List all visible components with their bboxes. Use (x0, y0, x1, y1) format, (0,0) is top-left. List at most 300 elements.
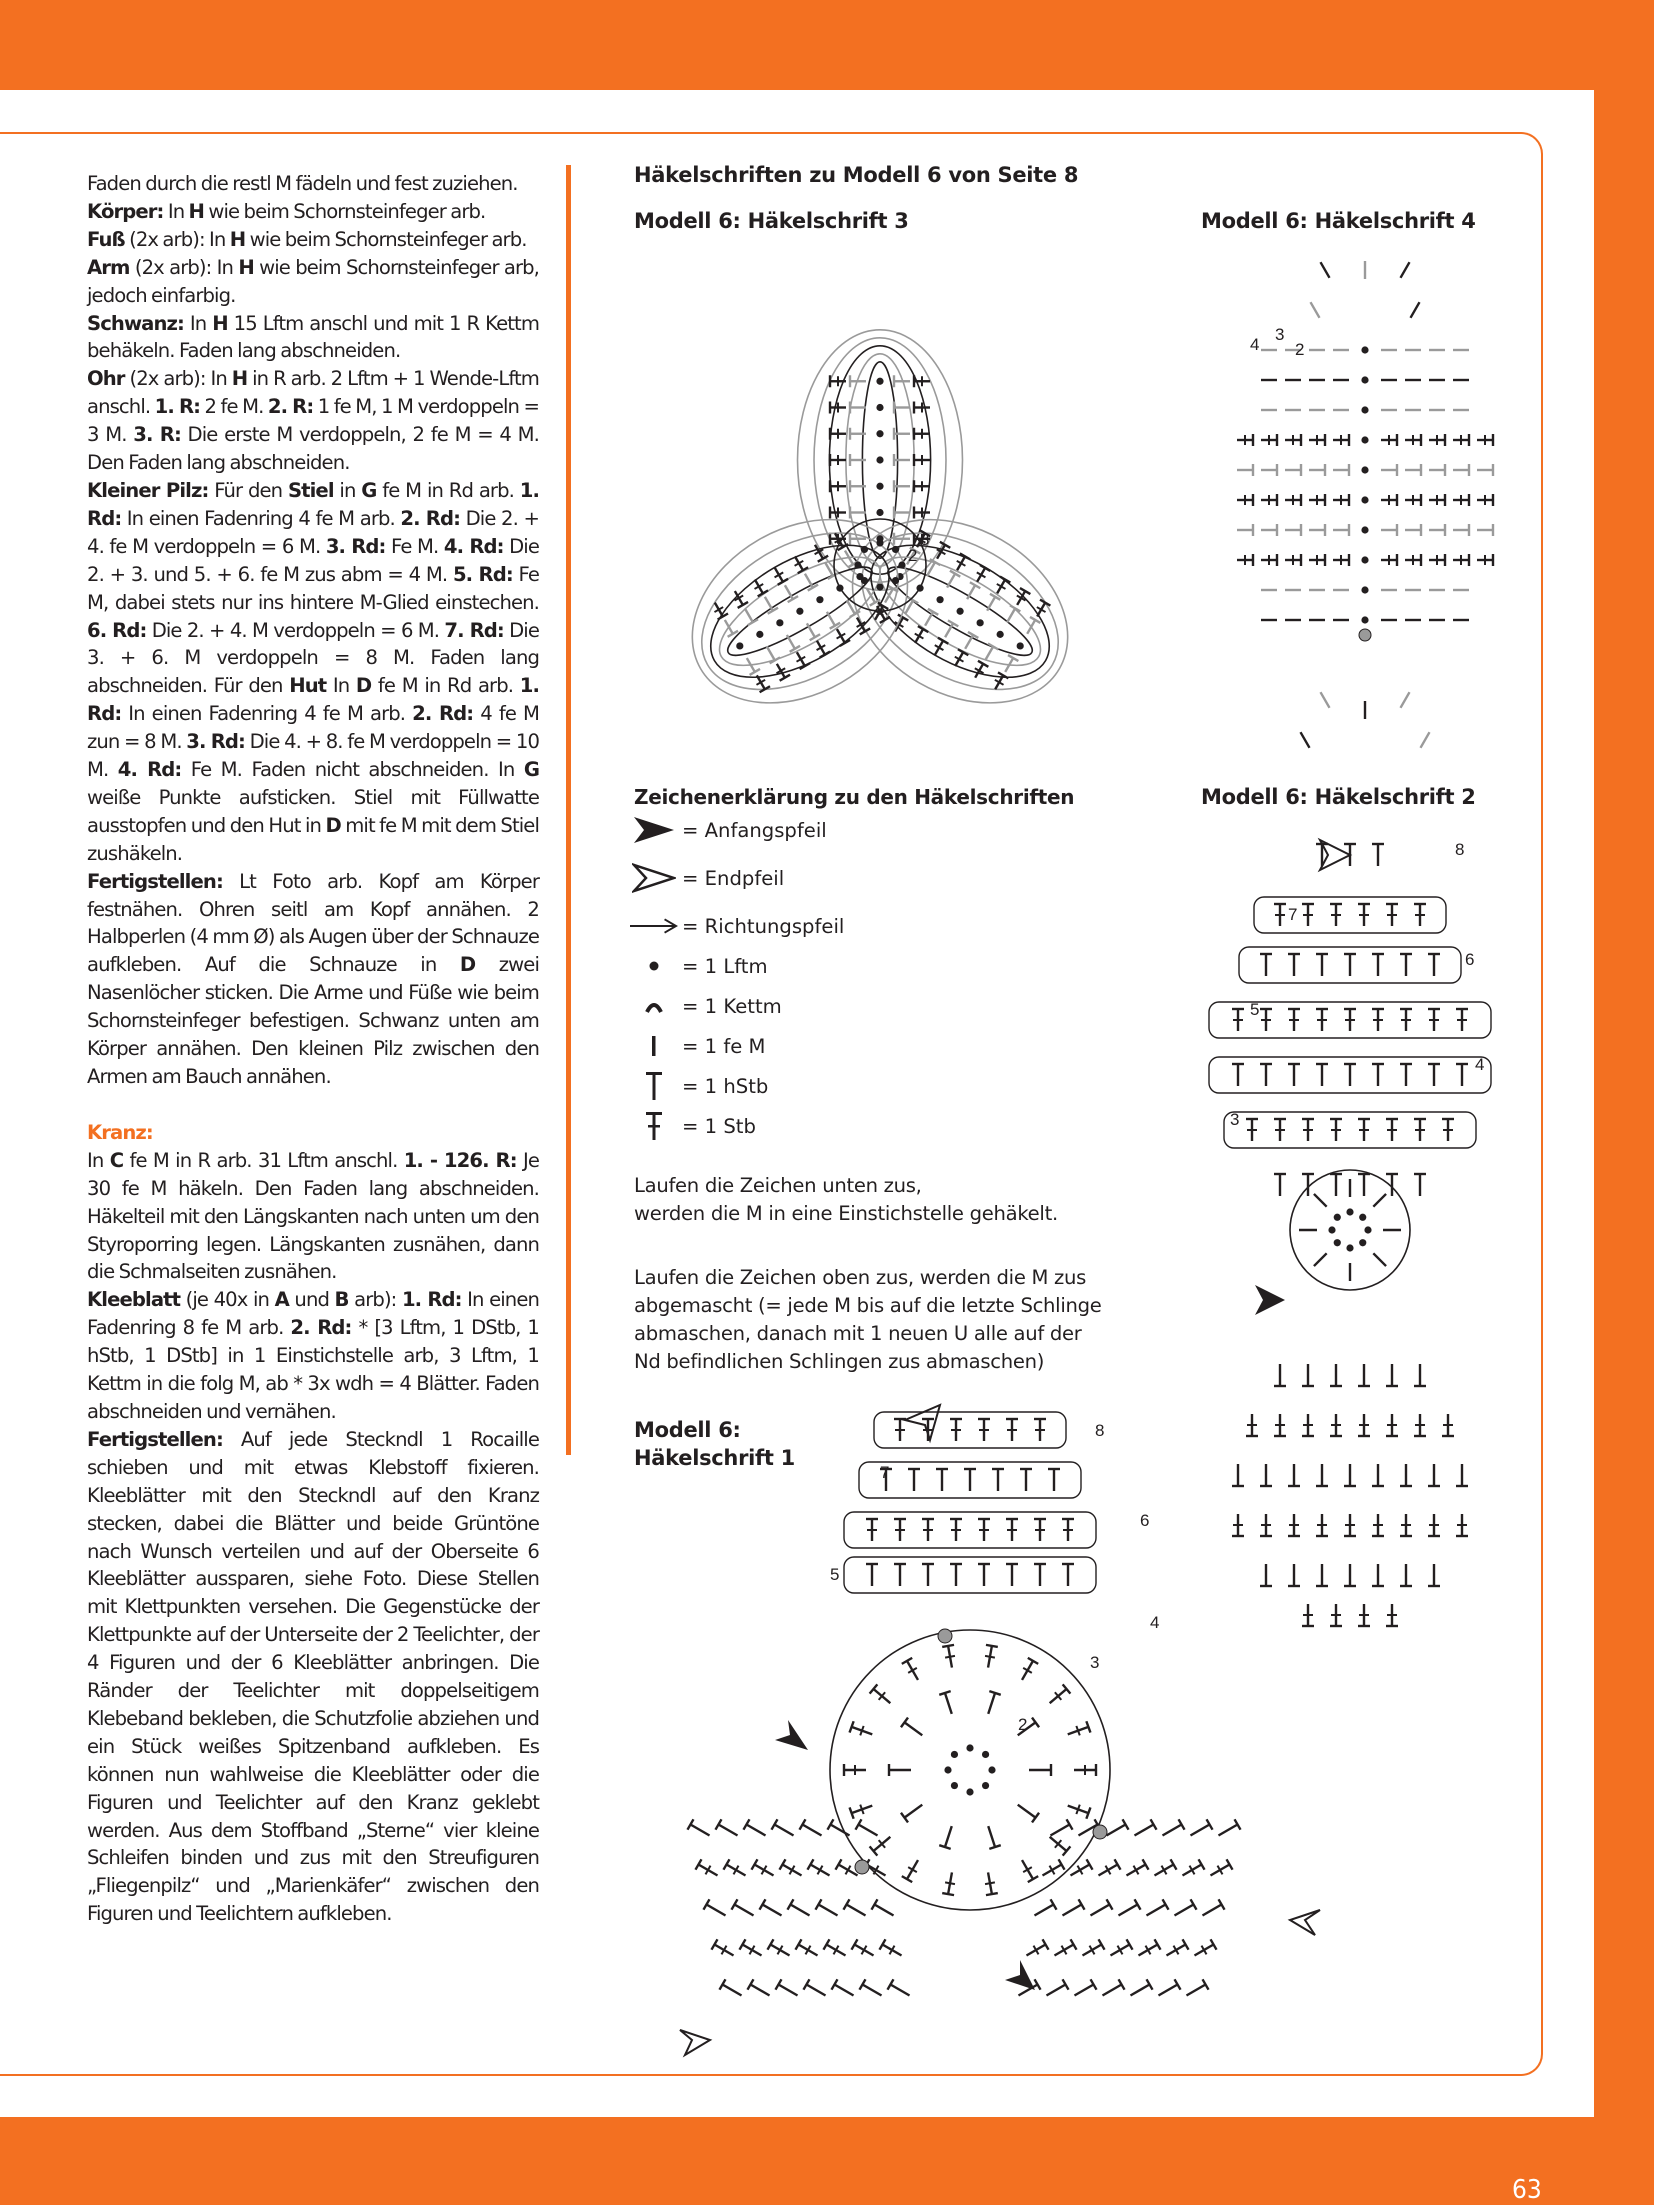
stitch-stem (1421, 732, 1430, 748)
stitch-symbol (1131, 1819, 1156, 1840)
stitch-symbol (1261, 524, 1277, 536)
stitch-stem (1401, 692, 1410, 708)
stitch-symbol (922, 1564, 934, 1586)
stitch-symbol (870, 1684, 895, 1707)
stitch-symbol (1232, 1064, 1244, 1086)
stitch-symbol (1014, 1800, 1039, 1823)
start-arrow-icon (1005, 1960, 1035, 1990)
stitch-symbol (830, 428, 846, 440)
stitch-symbol (1099, 1979, 1124, 2000)
bold-term: 1. Rd: (87, 674, 539, 726)
bottom-color-band (0, 2117, 1654, 2205)
stitch-stem (945, 1693, 952, 1714)
stitch-symbol (1316, 1064, 1328, 1086)
stitch-symbol (1477, 524, 1493, 536)
start-arrow-icon (630, 812, 678, 848)
end-arrow-icon (680, 2030, 710, 2055)
stitch-symbol (751, 1859, 776, 1880)
stitch-symbol (1316, 954, 1328, 976)
instruction-paragraph (87, 170, 539, 198)
stitch-symbol (1199, 1899, 1224, 1920)
stitch-symbol (1429, 524, 1445, 536)
note-line: abgemascht (= jede M bis auf die letzte Schlinge (634, 1294, 1102, 1317)
bold-term: B (334, 1288, 349, 1312)
stitch-stem (945, 1826, 952, 1847)
stitch-symbol (1309, 494, 1325, 506)
stitch-stem (767, 646, 775, 660)
end-arrow-icon (630, 860, 678, 896)
stitch-symbol (723, 1859, 748, 1880)
stitch-symbol (1400, 1009, 1412, 1031)
stitch-symbol (978, 1419, 990, 1441)
stitch-symbol (982, 1645, 998, 1669)
stitch-symbol (894, 507, 910, 519)
stitch-symbol (894, 1519, 906, 1541)
bold-term: D (459, 953, 476, 977)
stitch-symbol (1051, 1939, 1076, 1960)
row-outline (844, 1512, 1096, 1548)
bold-term: Arm (87, 255, 130, 279)
stitch-stem (1106, 1825, 1125, 1836)
stitch-symbol (1285, 464, 1301, 476)
stitch-symbol (894, 402, 910, 414)
bold-term: H (229, 227, 246, 251)
round-number: 3 (1230, 1110, 1240, 1129)
instruction-paragraph (87, 226, 539, 254)
stitch-symbol (1414, 904, 1426, 926)
stitch-symbol (1453, 464, 1469, 476)
text-run: in R arb. 2 Lftm + 1 Wende-Lftm anschl. (87, 367, 539, 419)
stitch-symbol (1372, 1064, 1384, 1086)
bold-term: 2. Rd: (400, 506, 461, 530)
stitch-symbol (1302, 904, 1314, 926)
stitch-symbol (866, 1564, 878, 1586)
stitch-stem (1034, 1905, 1053, 1916)
join-point (1093, 1825, 1107, 1839)
chain-dot (1017, 642, 1024, 649)
chain-dot (876, 583, 883, 590)
bold-term: Kleeblatt (87, 1288, 181, 1312)
stitch-symbol (1127, 1979, 1152, 2000)
stitch-symbol (1330, 1364, 1342, 1386)
stitch-symbol (1163, 1939, 1188, 1960)
stitch-symbol (1358, 1364, 1370, 1386)
stitch-symbol (1034, 1564, 1046, 1586)
text-run: Fe M. (385, 534, 444, 558)
text-run: Für den (208, 478, 288, 502)
round-number: 4 (1250, 335, 1260, 354)
stitch-symbol (1405, 434, 1421, 446)
stitch-stem (1202, 1905, 1221, 1916)
round-number: 6 (1140, 1511, 1150, 1530)
stitch-symbol (1428, 1064, 1440, 1086)
stitch-stem (988, 1693, 995, 1714)
stitch-symbol (1285, 494, 1301, 506)
stitch-symbol (1285, 434, 1301, 446)
instruction-paragraph (87, 310, 539, 366)
stitch-symbol (1215, 1819, 1240, 1840)
stitch-symbol (1135, 1939, 1160, 1960)
stitch-top (942, 1893, 954, 1895)
stitch-stem (1050, 1825, 1069, 1836)
chain-dot (1361, 586, 1368, 593)
stitch-symbol (850, 507, 866, 519)
legend-label: = Endpfeil (682, 866, 785, 890)
stitch-symbol (1237, 494, 1253, 506)
stitch-symbol (970, 661, 988, 681)
stitch-stem (802, 1825, 821, 1836)
bold-term: C (109, 1148, 124, 1172)
stitch-symbol (942, 571, 960, 591)
stitch-symbol (851, 1939, 876, 1960)
stitch-symbol (831, 1979, 856, 2000)
stitch-symbol (1151, 1859, 1176, 1880)
stitch-symbol (960, 632, 978, 652)
bold-term: Fertigstellen: (87, 1427, 223, 1451)
stitch-symbol (1330, 1174, 1342, 1196)
text-run: (2x arb): In (124, 227, 230, 251)
stitch-symbol (936, 1469, 948, 1491)
stitch-symbol (1302, 1364, 1314, 1386)
stitch-symbol (940, 620, 958, 640)
stitch-symbol (1123, 1859, 1148, 1880)
stitch-stem (1314, 1194, 1327, 1207)
text-run: zwei Nasenlöcher sticken. Die Arme und Füße wie beim Schornsteinfeger befestigen. Schwanz unten am Körper annähen. Den kleinen Pilz zwischen den Armen am Bauch annähen. (87, 953, 539, 1088)
stitch-symbol (850, 1800, 875, 1819)
round-number: 2 (1018, 1715, 1028, 1734)
stitch-bar (945, 1882, 955, 1884)
chain-dot (861, 546, 868, 553)
stitch-symbol (1373, 1253, 1386, 1266)
stitch-symbol (1261, 494, 1277, 506)
stitch-symbol (1261, 464, 1277, 476)
stitch-symbol (1183, 1979, 1208, 2000)
stitch-symbol (1274, 1174, 1286, 1196)
chain-dot (898, 561, 905, 568)
stitch-symbol (1477, 494, 1493, 506)
stitch-stem (927, 562, 935, 576)
stitch-symbol (1428, 1009, 1440, 1031)
stitch-symbol (1285, 554, 1301, 566)
text-run: (je 40x in (180, 1288, 275, 1312)
stitch-symbol (795, 1939, 820, 1960)
text-run: Lt Foto arb. Kopf am Körper festnähen. Ohren seitl am Kopf annähen. 2 Halbperlen (4 mm Ø) als Augen über der Schnauze aufkleben. Auf die Schnauze in (87, 869, 539, 977)
stitch-symbol (1017, 1857, 1038, 1882)
stitch-symbol (889, 1764, 911, 1776)
stitch-symbol (908, 1469, 920, 1491)
instruction-paragraph (87, 254, 539, 310)
stitch-symbol (914, 428, 930, 440)
text-run: (2x arb): In (129, 255, 239, 279)
stitch-symbol (1103, 1819, 1128, 1840)
stitch-symbol (1414, 1174, 1426, 1196)
stitch-stem (904, 1805, 922, 1818)
bold-term: A (274, 1288, 289, 1312)
stitch-symbol (1401, 692, 1410, 708)
stitch-symbol (1453, 434, 1469, 446)
instruction-paragraph (87, 1286, 539, 1426)
chain-dot (816, 596, 823, 603)
bold-term: G (361, 478, 377, 502)
stitch-symbol (1046, 1832, 1071, 1855)
chain-dot (1346, 1244, 1353, 1251)
stitch-symbol (807, 1859, 832, 1880)
stitch-symbol (879, 1939, 904, 1960)
stitch-stem (1314, 1253, 1327, 1266)
stitch-stem (1007, 608, 1015, 622)
stitch-stem (830, 1825, 849, 1836)
stitch-stem (718, 1825, 737, 1836)
stitch-stem (858, 1825, 877, 1836)
chain-dot (1359, 1214, 1366, 1221)
stitch-symbol (1237, 554, 1253, 566)
main-heading: Häkelschriften zu Modell 6 von Seite 8 (634, 163, 1079, 187)
round-number: 5 (1250, 1000, 1260, 1019)
note-line: Laufen die Zeichen unten zus, (634, 1174, 922, 1197)
note-line: Laufen die Zeichen oben zus, werden die M zus (634, 1266, 1087, 1289)
stitch-symbol (1260, 1009, 1272, 1031)
round-number: 4 (1150, 1613, 1160, 1632)
bold-term: Stiel (287, 478, 334, 502)
stitch-symbol (1232, 1009, 1244, 1031)
stitch-stem (1102, 1985, 1121, 1996)
stitch-symbol (1034, 1519, 1046, 1541)
stitch-symbol (830, 480, 846, 492)
stitch-stem (874, 1905, 893, 1916)
row-outline (1224, 1112, 1476, 1148)
bold-term: 1. Rd: (401, 1288, 462, 1312)
stitch-top (901, 1718, 908, 1728)
round-number: 3 (1275, 325, 1285, 344)
chain-dot (1361, 496, 1368, 503)
stitch-symbol (901, 1718, 926, 1741)
round-number: 7 (1288, 905, 1298, 924)
stitch-symbol (1155, 1979, 1180, 2000)
stitch-stem (1062, 1905, 1081, 1916)
note-line: Nd befindlichen Schlingen zus abmaschen) (634, 1350, 1045, 1373)
chain-dot (936, 596, 943, 603)
stitch-symbol (1288, 954, 1300, 976)
legend-label: = 1 fe M (682, 1034, 766, 1058)
stitch-symbol (775, 1979, 800, 2000)
stitch-symbol (855, 1819, 880, 1840)
text-run: fe M in Rd arb. (376, 478, 520, 502)
stitch-stem (1373, 1253, 1386, 1266)
chain-dot (756, 631, 763, 638)
right-color-band (1594, 0, 1654, 2205)
stitch-symbol (1456, 1514, 1468, 1536)
text-run: In (326, 674, 356, 698)
text-run: 4 fe M zun = 8 M. (87, 702, 539, 754)
stitch-symbol (1029, 1764, 1051, 1776)
stitch-symbol (1411, 302, 1420, 318)
stitch-symbol (1062, 1519, 1074, 1541)
text-run: In (87, 1148, 110, 1172)
bold-term: Kleiner Pilz: (87, 478, 209, 502)
stitch-top (986, 1645, 998, 1647)
chain-dot (1361, 376, 1368, 383)
stitch-symbol (1405, 554, 1421, 566)
text-run: Die erste M verdoppeln, 2 fe M = 4 M. Den Faden lang abschneiden. (87, 423, 539, 475)
text-run: Die 2. + 4. fe M verdoppeln = 6 M. (87, 506, 539, 558)
stitch-top (942, 1645, 954, 1647)
stitch-symbol (902, 1658, 923, 1683)
legend-label: = 1 hStb (682, 1074, 769, 1098)
chain-dot (1328, 1226, 1335, 1233)
legend-row-single (630, 1028, 765, 1064)
stitch-symbol (1358, 1119, 1370, 1141)
stitch-symbol (870, 1832, 895, 1855)
stitch-symbol (914, 480, 930, 492)
stitch-symbol (1302, 1119, 1314, 1141)
chain-dot (876, 539, 883, 546)
stitch-stem (765, 597, 773, 611)
chain-dot (1346, 1208, 1353, 1215)
legend-label: = 1 Kettm (682, 994, 782, 1018)
stitch-stem (827, 612, 835, 626)
round-number: 8 (1095, 1421, 1105, 1440)
bold-term: Fuß (87, 227, 125, 251)
stitch-symbol (894, 1564, 906, 1586)
stitch-symbol (772, 661, 790, 681)
chain-dot (736, 642, 743, 649)
stitch-symbol (922, 1519, 934, 1541)
stitch-stem (1301, 732, 1310, 748)
stitch-symbol (803, 1979, 828, 2000)
stitch-symbol (1288, 1009, 1300, 1031)
stitch-stem (1130, 1985, 1149, 1996)
legend-label: = 1 Stb (682, 1114, 756, 1138)
stitch-stem (987, 597, 995, 611)
stitch-symbol (1477, 554, 1493, 566)
stitch-symbol (782, 632, 800, 652)
stitch-symbol (1048, 1469, 1060, 1491)
chain-dot (892, 546, 899, 553)
stitch-symbol (1372, 1514, 1384, 1536)
chain-dot (951, 1782, 958, 1789)
stitch-stem (1118, 1905, 1137, 1916)
text-run: Die 3. + 6. M verdoppeln = 8 M. Faden lang abschneiden. Für den (87, 618, 539, 698)
stitch-symbol (1034, 1419, 1046, 1441)
bold-term: 2. Rd: (412, 702, 474, 726)
stitch-symbol (1421, 732, 1430, 748)
text-run: weiße Punkte aufsticken. Stiel mit Füllwatte ausstopfen und den Hut in (87, 785, 539, 837)
chain-dot (977, 619, 984, 626)
bold-term: 2. Rd: (290, 1316, 352, 1340)
text-run: In einen Fadenring 4 fe M arb. (121, 702, 413, 726)
stitch-symbol (1107, 1939, 1132, 1960)
text-run: In einen Fadenring 8 fe M arb. (87, 1288, 539, 1340)
stitch-symbol (914, 454, 930, 466)
stitch-symbol (1400, 1064, 1412, 1086)
stitch-stem (862, 1985, 881, 1996)
legend-label: = Anfangspfeil (682, 818, 827, 842)
stitch-symbol (1079, 1939, 1104, 1960)
stitch-symbol (850, 454, 866, 466)
end-arrow-icon (905, 1405, 940, 1440)
stitch-symbol (1453, 494, 1469, 506)
stitch-symbol (1012, 588, 1030, 608)
text-run: 1 fe M, 1 M verdoppeln = 3 M. (87, 395, 539, 447)
bold-term: H (238, 255, 254, 279)
text-run: Die 4. + 8. fe M verdoppeln = 10 M. (87, 730, 540, 782)
stitch-symbol (1400, 1514, 1412, 1536)
stitch-stem (1186, 1985, 1205, 1996)
instruction-paragraph (87, 1147, 539, 1287)
end-arrow-icon (1290, 1910, 1320, 1935)
text-run: fe M in R arb. 31 Lftm anschl. (123, 1148, 404, 1172)
chain-dot (1334, 1214, 1341, 1221)
stitch-symbol (1428, 1564, 1440, 1586)
bold-term: D (355, 674, 372, 698)
stitch-stem (790, 1905, 809, 1916)
stitch-symbol (1006, 1519, 1018, 1541)
stitch-stem (925, 612, 933, 626)
stitch-stem (1018, 1805, 1036, 1818)
stitch-symbol (1321, 262, 1330, 278)
chain-dot (876, 430, 883, 437)
stitch-stem (746, 1825, 765, 1836)
text-run: Je 30 fe M häkeln. Den Faden lang abschneiden. Häkelteil mit den Längskanten nach unten um den Styroporring legen. Längskanten zusnähen, dann die Schmalseiten zusnähen. (87, 1148, 539, 1284)
stitch-symbol (1429, 434, 1445, 446)
legend-row-chain (630, 948, 768, 984)
stitch-symbol (1066, 1800, 1091, 1819)
legend-row-dc (630, 1108, 756, 1144)
stitch-symbol (1274, 904, 1286, 926)
stitch-symbol (850, 402, 866, 414)
join-point (855, 1860, 869, 1874)
stitch-symbol (1405, 464, 1421, 476)
stitch-symbol (1274, 1364, 1286, 1386)
round-number: 6 (1465, 950, 1475, 969)
single-crochet-icon (630, 1028, 678, 1064)
stitch-symbol (779, 1859, 804, 1880)
kranz-title: Kranz: (87, 1120, 153, 1144)
chain-dot (892, 577, 899, 584)
chain-dot (966, 1788, 973, 1795)
chain-dot (1361, 556, 1368, 563)
text-run: 2 fe M. (200, 395, 268, 419)
bold-term: 6. Rd: (87, 618, 147, 642)
text-run: Faden durch die restl M fädeln und fest zuziehen. (87, 172, 518, 195)
stitch-symbol (1456, 1064, 1468, 1086)
stitch-symbol (1159, 1819, 1184, 1840)
bold-term: Schwanz: (87, 311, 184, 335)
stitch-symbol (1020, 1469, 1032, 1491)
stitch-symbol (1261, 554, 1277, 566)
stitch-symbol (1316, 844, 1328, 866)
stitch-symbol (1344, 1064, 1356, 1086)
stitch-symbol (1314, 1194, 1327, 1207)
stitch-stem (846, 1905, 865, 1916)
stitch-stem (750, 1985, 769, 1996)
stitch-symbol (1246, 1119, 1258, 1141)
stitch-symbol (1405, 494, 1421, 506)
legend-row-slip (630, 988, 782, 1024)
stitch-symbol (843, 1899, 868, 1920)
diagram1-title-line2: Häkelschrift 1 (634, 1446, 795, 1470)
instructions-column (87, 170, 539, 1928)
stitch-symbol (1316, 1009, 1328, 1031)
stitch-symbol (1381, 494, 1397, 506)
stitch-symbol (1428, 1514, 1440, 1536)
stitch-symbol (711, 1939, 736, 1960)
round-number: 5 (830, 1565, 840, 1584)
bold-term: Hut (289, 674, 327, 698)
text-run: fe M in Rd arb. (371, 674, 520, 698)
stitch-symbol (747, 1979, 772, 2000)
bold-term: 1. R: (154, 395, 201, 419)
